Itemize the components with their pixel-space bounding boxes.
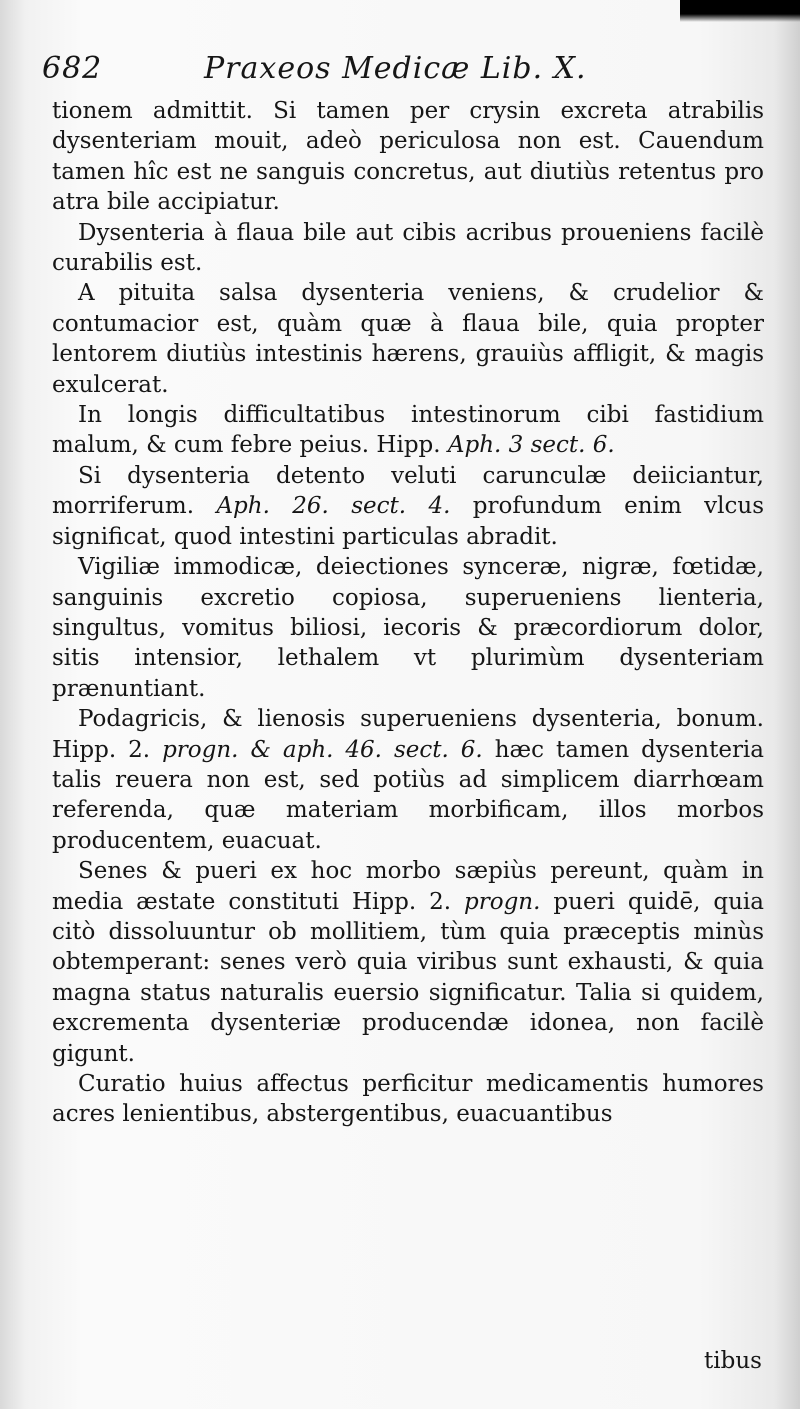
paragraph-text: Dysenteria à flaua bile aut cibis acribus proueniens facilè curabilis est. <box>52 219 764 277</box>
paragraph-text: Vigiliæ immodicæ, deiectiones synceræ, nigræ, fœtidæ, sanguinis excretio copiosa, superueniens lienteria, singultus, vomitus biliosi, iecoris & præcordiorum dolor, sitis intensior, lethalem vt plurimùm dysenteriam prænuntiant. <box>52 554 764 702</box>
paragraph-text: A pituita salsa dysenteria veniens, & crudelior & contumacior est, quàm quæ à flaua bile, quia propter lentorem diutiùs intestinis hærens, grauiùs affligit, & magis exulcerat. <box>52 280 764 398</box>
paragraph-text: hæc tamen dysenteria talis reuera non est, sed potiùs ad simplicem diarrhœam referenda, quæ materiam morbificam, illos morbos producentem, euacuat. <box>52 736 765 854</box>
paragraph-text: Curatio huius affectus perficitur medicamentis humores acres lenientibus, abstergentibus, euacuantibus <box>52 1071 764 1128</box>
paragraph-text: pueri quidē, quia citò dissoluuntur ob mollitiem, tùm quia præceptis minùs obtemperant: senes verò quia viribus sunt exhausti, & quia magna status naturalis euersio significatur. Talia si quidem, excrementa dysenteriæ producendæ idonea, non facilè gigunt. <box>52 888 764 1067</box>
citation: Aph. 3 sect. 6. <box>447 432 615 459</box>
paragraph-p5 <box>52 461 764 552</box>
paragraph-p6 <box>52 552 764 704</box>
paragraph-text: Si dysenteria detento veluti carunculæ deiiciantur, morriferum. <box>52 462 764 520</box>
paragraph-p3 <box>52 278 764 400</box>
body-text <box>52 96 764 1130</box>
paragraph-p9 <box>52 1069 764 1130</box>
paragraph-p7 <box>52 704 764 856</box>
paragraph-text: In longis difficultatibus intestinorum cibi fastidium malum, & cum febre peius. Hipp. <box>52 402 764 459</box>
paragraph-text: tionem admittit. Si tamen per crysin excreta atrabilis dysenteriam mouit, adeò periculosa non est. Cauendum tamen hîc est ne sanguis concretus, aut diutiùs retentus pro atra bile accipiatur. <box>52 98 764 216</box>
paragraph-p1 <box>52 96 764 218</box>
paragraph-text: Senes & pueri ex hoc morbo sæpiùs pereunt, quàm in media æstate constituti Hipp. 2. <box>52 858 764 915</box>
paragraph-p2 <box>52 218 764 279</box>
paragraph-text: profundum enim vlcus significat, quod intestini particulas abradit. <box>52 493 764 550</box>
catchword: tibus <box>704 1348 762 1374</box>
paragraph-text: Podagricis, & lienosis superueniens dysenteria, bonum. Hipp. 2. <box>52 706 764 763</box>
running-title: Praxeos Medicæ Lib. X. <box>204 51 587 86</box>
scan-shadow <box>680 0 800 22</box>
citation: Aph. 26. sect. 4. <box>216 493 451 520</box>
paragraph-p4 <box>52 400 764 461</box>
citation: progn. & aph. 46. sect. 6. <box>162 736 483 763</box>
citation: progn. <box>464 888 541 915</box>
page-header <box>42 46 762 92</box>
paragraph-p8 <box>52 856 764 1069</box>
page-number: 682 <box>42 51 103 86</box>
